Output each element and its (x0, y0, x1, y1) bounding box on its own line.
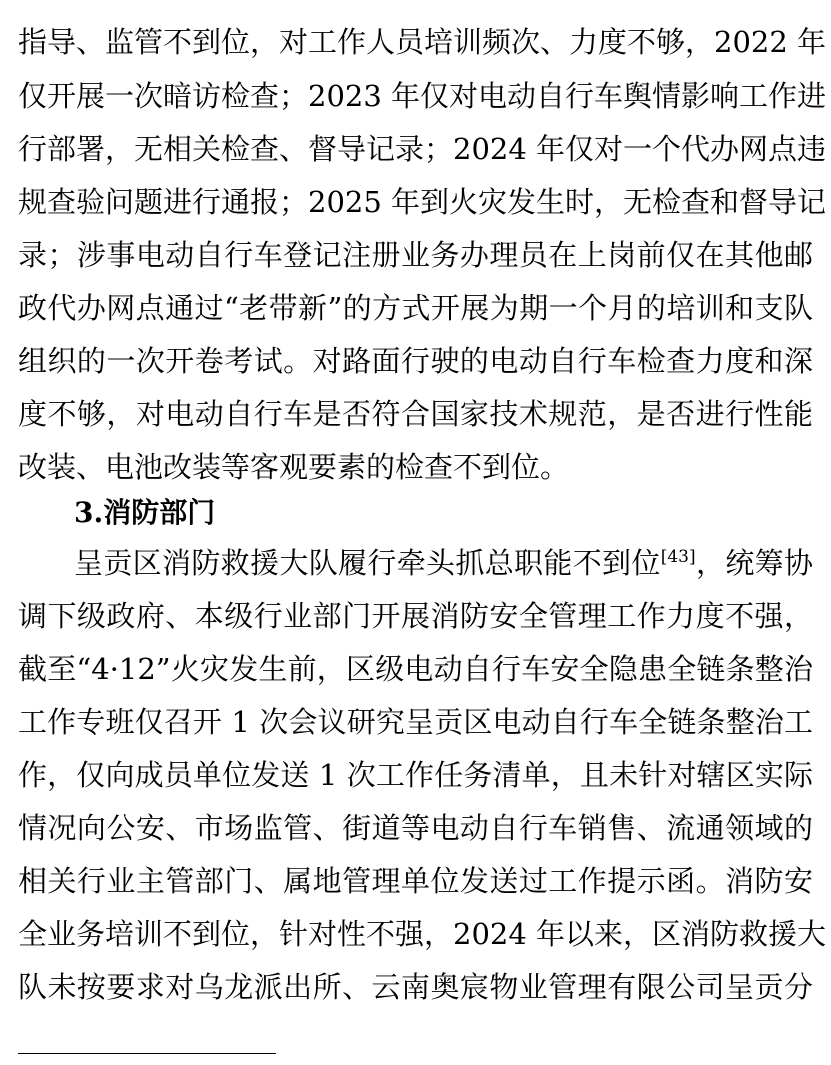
paragraph-line: 规查验问题进行通报；2025 年到火灾发生时，无检查和督导记 (18, 185, 827, 219)
footnote-separator (18, 1053, 276, 1054)
first-line-text: 呈贡区消防救援大队履行牵头抓总职能不到位 (74, 546, 661, 580)
paragraph-line: 情况向公安、市场监管、街道等电动自行车销售、流通领域的 (18, 811, 813, 845)
paragraph-line: 相关行业主管部门、属地管理单位发送过工作提示函。消防安 (18, 864, 813, 898)
paragraph-line: 截至“4·12”火灾发生前，区级电动自行车安全隐患全链条整治 (18, 652, 813, 686)
paragraph-first-line (74, 543, 813, 583)
paragraph-line: 改装、电池改装等客观要素的检查不到位。 (18, 450, 570, 484)
paragraph-line: 作，仅向成员单位发送 1 次工作任务清单，且未针对辖区实际 (18, 758, 813, 792)
paragraph-line: 工作专班仅召开 1 次会议研究呈贡区电动自行车全链条整治工 (18, 705, 813, 739)
paragraph-line: 全业务培训不到位，针对性不强，2024 年以来，区消防救援大 (18, 917, 827, 951)
paragraph-line: 组织的一次开卷考试。对路面行驶的电动自行车检查力度和深 (18, 344, 813, 378)
paragraph-line: 录；涉事电动自行车登记注册业务办理员在上岗前仅在其他邮 (18, 238, 813, 272)
paragraph-line: 仅开展一次暗访检查；2023 年仅对电动自行车舆情影响工作进 (18, 79, 827, 113)
first-line-tail: ，统筹协 (695, 546, 813, 580)
paragraph-line: 指导、监管不到位，对工作人员培训频次、力度不够，2022 年 (18, 25, 827, 59)
paragraph-line: 队未按要求对乌龙派出所、云南奥宸物业管理有限公司呈贡分 (18, 970, 813, 1004)
footnote-reference: [43] (660, 547, 696, 567)
paragraph-line: 行部署，无相关检查、督导记录；2024 年仅对一个代办网点违 (18, 132, 827, 166)
paragraph-line: 调下级政府、本级行业部门开展消防安全管理工作力度不强， (18, 599, 813, 633)
paragraph-line: 政代办网点通过“老带新”的方式开展为期一个月的培训和支队 (18, 291, 813, 325)
paragraph-line: 度不够，对电动自行车是否符合国家技术规范，是否进行性能 (18, 397, 813, 431)
section-heading: 3.消防部门 (74, 496, 216, 529)
